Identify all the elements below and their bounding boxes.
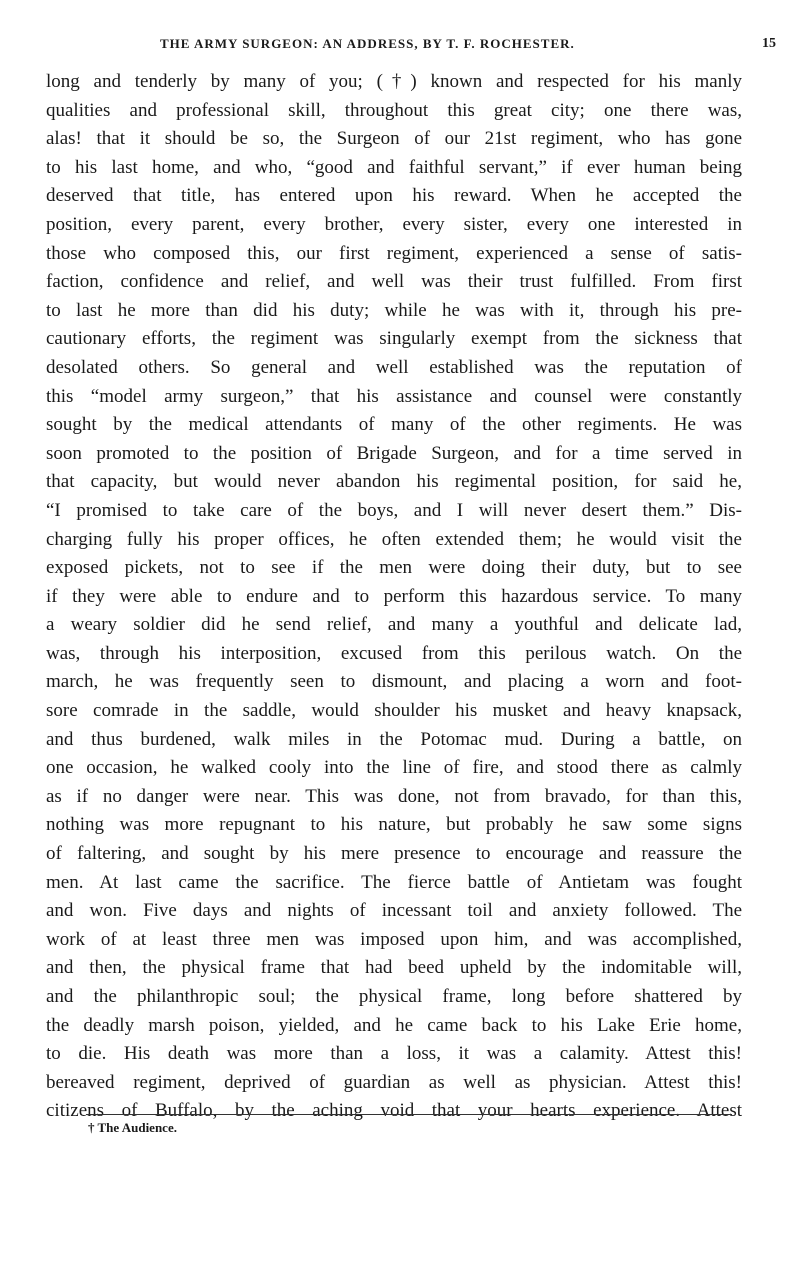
text-line: and won. Five days and nights of incessant toil and anxiety followed. The <box>46 900 742 922</box>
text-line: position, every parent, every brother, every sister, every one interested in <box>46 213 742 235</box>
text-line: nothing was more repugnant to his nature, but probably he saw some signs <box>46 814 742 836</box>
text-line: and the philanthropic soul; the physical frame, long before shattered by <box>46 986 742 1007</box>
text-line: deserved that title, has entered upon his reward. When he accepted the <box>46 185 742 207</box>
running-title: THE ARMY SURGEON: AN ADDRESS, BY T. F. ROCHESTER. <box>160 36 575 51</box>
text-line: to die. His death was more than a loss, it was a calamity. Attest this! <box>46 1043 742 1065</box>
text-line: one occasion, he walked cooly into the line of fire, and stood there as calmly <box>46 757 742 779</box>
text-line: as if no danger were near. This was done, not from bravado, for than this, <box>46 785 742 807</box>
text-line: “I promised to take care of the boys, and I will never desert them.” Dis- <box>46 499 742 521</box>
text-line: citizens of Buffalo, by the aching void that your hearts experience. Attest <box>46 1100 742 1122</box>
text-line: and then, the physical frame that had beed upheld by the indomitable will, <box>46 957 742 979</box>
text-line: to last he more than did his duty; while he was with it, through his pre- <box>46 299 742 321</box>
body-text <box>46 68 742 1126</box>
text-line: work of at least three men was imposed upon him, and was accomplished, <box>46 928 742 950</box>
text-line: march, he was frequently seen to dismount, and placing a worn and foot- <box>46 671 742 693</box>
text-line: alas! that it should be so, the Surgeon of our 21st regiment, who has gone <box>46 128 742 150</box>
text-line: cautionary efforts, the regiment was singularly exempt from the sickness that <box>46 328 742 350</box>
text-line: was, through his interposition, excused from this perilous watch. On the <box>46 642 742 664</box>
footnote: † The Audience. <box>88 1120 177 1135</box>
text-line: that capacity, but would never abandon his regimental position, for said he, <box>46 471 742 493</box>
page-number: 15 <box>762 36 776 51</box>
text-line: qualities and professional skill, throughout this great city; one there was, <box>46 99 742 121</box>
text-line: long and tenderly by many of you; (†) known and respected for his manly <box>46 71 742 92</box>
text-line: desolated others. So general and well established was the reputation of <box>46 356 742 378</box>
text-line: the deadly marsh poison, yielded, and he came back to his Lake Erie home, <box>46 1014 742 1036</box>
text-line: sought by the medical attendants of many of the other regiments. He was <box>46 414 742 436</box>
text-line: sore comrade in the saddle, would shoulder his musket and heavy knapsack, <box>46 700 742 722</box>
text-line: of faltering, and sought by his mere presence to encourage and reassure the <box>46 843 742 865</box>
text-line: bereaved regiment, deprived of guardian as well as physician. Attest this! <box>46 1071 742 1093</box>
text-line: exposed pickets, not to see if the men were doing their duty, but to see <box>46 557 742 579</box>
text-line: if they were able to endure and to perform this hazardous service. To many <box>46 585 742 607</box>
text-line: those who composed this, our first regiment, experienced a sense of satis- <box>46 242 742 264</box>
text-line: charging fully his proper offices, he often extended them; he would visit the <box>46 528 742 550</box>
text-line: this “model army surgeon,” that his assistance and counsel were constantly <box>46 385 742 407</box>
text-line: a weary soldier did he send relief, and many a youthful and delicate lad, <box>46 614 742 636</box>
text-line: soon promoted to the position of Brigade Surgeon, and for a time served in <box>46 442 742 464</box>
footnote-rule <box>86 1114 732 1115</box>
text-line: to his last home, and who, “good and faithful servant,” if ever human being <box>46 156 742 178</box>
text-line: and thus burdened, walk miles in the Potomac mud. During a battle, on <box>46 728 742 750</box>
text-line: men. At last came the sacrifice. The fierce battle of Antietam was fought <box>46 871 742 893</box>
running-head <box>40 36 780 60</box>
text-line: faction, confidence and relief, and well was their trust fulfilled. From first <box>46 271 742 293</box>
